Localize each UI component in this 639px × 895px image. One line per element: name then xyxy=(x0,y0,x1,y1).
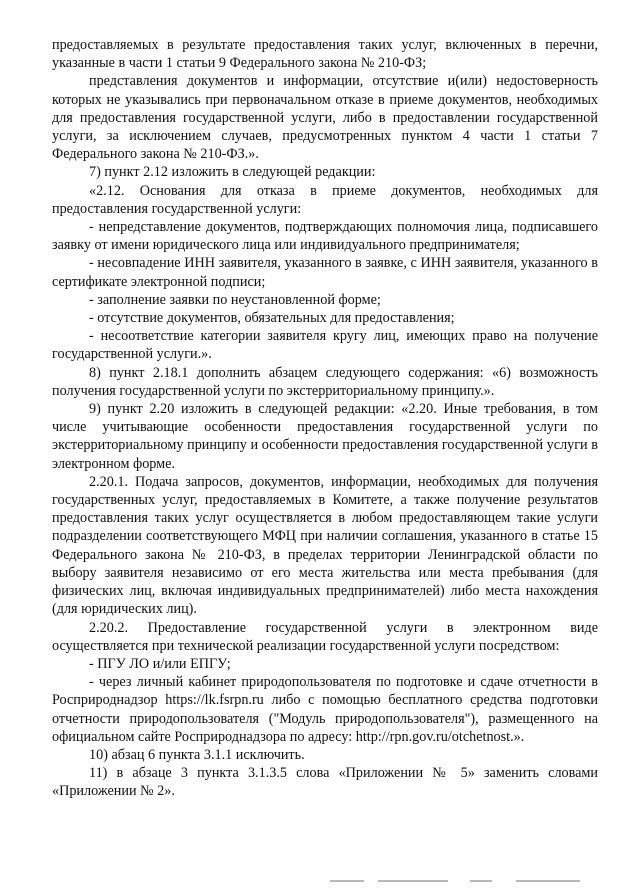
scan-edge-marks xyxy=(330,880,590,886)
paragraph-item-9: 9) пункт 2.20 изложить в следующей редакции: «2.20. Иные требования, в том числе учитывающие особенности предоставления государственной услуги по экстерриториальному принципу и особенности предоставления государственной услуги в электронном форме. xyxy=(52,401,598,472)
paragraph-item-10: 10) абзац 6 пункта 3.1.1 исключить. xyxy=(89,746,305,763)
paragraph-item-7: 7) пункт 2.12 изложить в следующей редакции: xyxy=(89,164,376,181)
list-item: - непредставление документов, подтверждающих полномочия лица, подписавшего заявку от имени юридического лица или индивидуального предпринимателя; xyxy=(52,219,598,254)
list-item: - несоответствие категории заявителя кругу лиц, имеющих право на получение государственной услуги.». xyxy=(52,328,598,363)
scan-mark xyxy=(516,880,580,882)
paragraph-documents-info: представления документов и информации, отсутствие и(или) недостоверность которых не указывались при первоначальном отказе в приеме документов, необходимых для предоставления государственной услуги, либо в предоставлении государственной услуги, за исключением случаев, предусмотренных пунктом 4 части 1 статьи 7 Федерального закона № 210-ФЗ.». xyxy=(52,73,598,163)
scan-mark xyxy=(330,880,364,882)
paragraph-2-20-2: 2.20.2. Предоставление государственной услуги в электронном виде осуществляется при технической реализации государственной услуги посредством: xyxy=(52,619,598,654)
scan-mark xyxy=(470,880,492,882)
list-item: - ПГУ ЛО и/или ЕПГУ; xyxy=(89,655,231,672)
document-page xyxy=(52,36,598,801)
paragraph-continuation: предоставляемых в результате предоставления таких услуг, включенных в перечни, указанные в части 1 статьи 9 Федерального закона № 210-ФЗ; xyxy=(52,37,598,72)
list-item: - отсутствие документов, обязательных для предоставления; xyxy=(89,310,455,327)
list-item: - через личный кабинет природопользователя по подготовке и сдаче отчетности в Росприроднадзор https://lk.fsrpn.ru либо с помощью бесплатного средства подготовки отчетности природопользователя ("Модуль природопользователя"), размещенного на официальном сайте Росприроднадзора по адресу: http://rpn.gov.ru/otchetnost.». xyxy=(52,674,598,745)
paragraph-2-20-1: 2.20.1. Подача запросов, документов, информации, необходимых для получения государственных услуг, предоставляемых в Комитете, а также получение результатов предоставления таких услуг осуществляется в любом предоставляющем такие услуги подразделении соответствующего МФЦ при наличии соглашения, указанного в статье 15 Федерального закона № 210-ФЗ, в пределах территории Ленинградской области по выбору заявителя независимо от его места жительства или места пребывания (для физических лиц, включая индивидуальных предпринимателей) либо места нахождения (для юридических лиц). xyxy=(52,473,598,618)
paragraph-item-8: 8) пункт 2.18.1 дополнить абзацем следующего содержания: «6) возможность получения государственной услуги по экстерриториальному принципу.». xyxy=(52,364,598,399)
list-item: - заполнение заявки по неустановленной форме; xyxy=(89,291,381,308)
scan-mark xyxy=(378,880,448,882)
paragraph-2-12-heading: «2.12. Основания для отказа в приеме документов, необходимых для предоставления государственной услуги: xyxy=(52,182,598,217)
paragraph-item-11: 11) в абзаце 3 пункта 3.1.3.5 слова «Приложении № 5» заменить словами «Приложении № 2». xyxy=(52,765,598,800)
list-item: - несовпадение ИНН заявителя, указанного в заявке, с ИНН заявителя, указанного в сертификате электронной подписи; xyxy=(52,255,598,290)
